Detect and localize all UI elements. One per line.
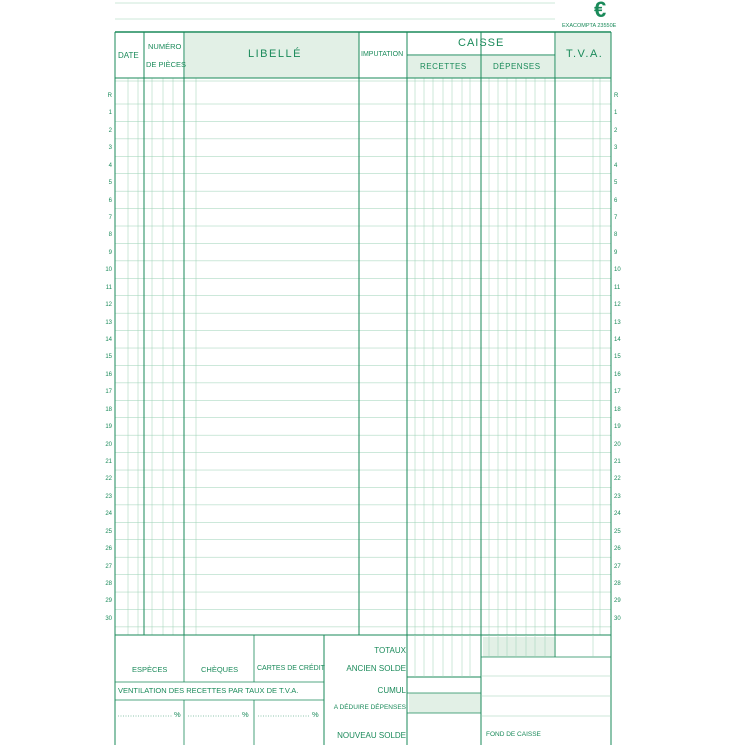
row-number-right: 26 [614,546,621,553]
row-number-right: 8 [614,232,618,239]
row-number-left: 16 [105,371,112,378]
row-number-right: 10 [614,267,621,274]
row-number-left: 28 [105,581,112,588]
row-number-left: 1 [108,110,112,117]
row-number-right: 5 [614,180,618,187]
row-number-left: 9 [108,249,112,256]
percent-label-1: % [174,710,181,719]
row-number-left: 22 [105,476,112,483]
row-number-left: 11 [105,284,112,291]
footer-cheques-label: CHÈQUES [201,665,239,674]
row-number-right: 3 [614,145,618,152]
header-recettes: RECETTES [420,62,467,71]
row-number-left: 25 [105,528,112,535]
header-imputation: IMPUTATION [361,51,404,58]
row-number-left: 13 [105,319,112,326]
row-number-left: 24 [105,511,112,518]
row-number-left: 6 [108,197,112,204]
header-date: DATE [118,51,139,60]
row-number-right: 25 [614,528,621,535]
footer-a-deduire-label: A DÉDUIRE DÉPENSES [333,704,406,711]
product-reference: EXACOMPTA 23550E [562,23,617,29]
euro-logo: € [594,0,607,22]
row-number-left: 20 [105,441,112,448]
row-number-left: R [107,93,112,99]
row-number-right: 16 [614,371,621,378]
row-number-right: 17 [614,389,621,396]
row-number-left: 26 [105,546,112,553]
header-depenses: DÉPENSES [493,62,541,71]
row-number-right: 20 [614,441,621,448]
row-number-left: 27 [105,563,112,570]
row-number-right: 15 [614,354,621,361]
row-number-left: 14 [105,337,112,344]
footer-ancien-solde-label: ANCIEN SOLDE [346,664,406,673]
footer-cartes-label: CARTES DE CRÉDIT [257,665,325,672]
row-number-left: 18 [105,406,112,413]
row-number-right: 30 [614,615,621,622]
row-number-right: R [614,93,619,99]
row-number-right: 9 [614,249,618,256]
row-number-right: 21 [614,459,621,466]
row-number-right: 27 [614,563,621,570]
row-number-left: 23 [105,493,112,500]
header-pieces: DE PIÈCES [146,60,187,69]
footer-especes-label: ESPÈCES [132,665,168,674]
footer-nouveau-solde-label: NOUVEAU SOLDE [337,731,406,740]
footer-totaux-label: TOTAUX [374,646,406,655]
row-number-left: 15 [105,354,112,361]
header-tva: T.V.A. [566,48,604,60]
row-number-left: 2 [108,127,112,134]
row-number-right: 11 [614,284,621,291]
row-number-right: 2 [614,127,618,134]
row-number-left: 29 [105,598,112,605]
row-number-right: 13 [614,319,621,326]
row-number-right: 19 [614,424,621,431]
row-number-right: 7 [614,215,618,221]
header-caisse: CAISSE [458,37,505,49]
row-number-left: 5 [108,180,112,187]
row-number-left: 12 [105,302,112,309]
row-number-right: 23 [614,493,621,500]
row-number-left: 3 [108,145,112,152]
row-number-left: 30 [105,615,112,622]
percent-label-3: % [312,710,319,719]
row-number-right: 24 [614,511,621,518]
footer-ventilation-label: VENTILATION DES RECETTES PAR TAUX DE T.V.A. [118,686,299,695]
footer-cumul-label: CUMUL [377,686,406,695]
footer-fond-de-caisse-label: FOND DE CAISSE [486,731,541,738]
row-number-left: 19 [105,424,112,431]
row-number-right: 29 [614,598,621,605]
row-number-right: 1 [614,110,618,117]
row-number-right: 18 [614,406,621,413]
row-number-right: 14 [614,337,621,344]
row-number-right: 28 [614,581,621,588]
row-number-left: 21 [105,459,112,466]
percent-label-2: % [242,710,249,719]
row-number-right: 6 [614,197,618,204]
header-libelle: LIBELLÉ [248,48,302,60]
row-number-left: 4 [108,162,112,169]
row-number-right: 12 [614,302,621,309]
row-number-right: 22 [614,476,621,483]
row-number-left: 7 [108,215,112,221]
row-number-left: 10 [105,267,112,274]
row-number-left: 8 [108,232,112,239]
row-number-right: 4 [614,162,618,169]
row-number-left: 17 [105,389,112,396]
header-numero: NUMÉRO [148,42,182,51]
